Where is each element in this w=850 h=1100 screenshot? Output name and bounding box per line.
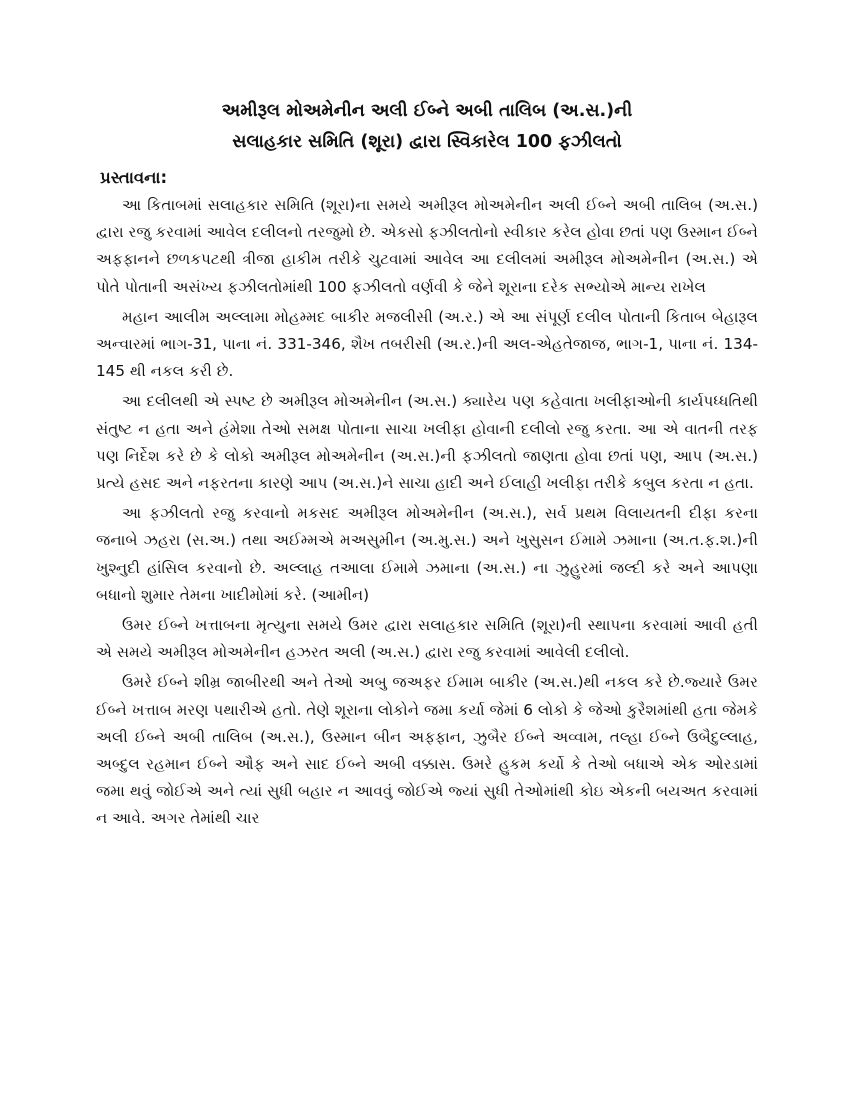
- paragraph-2: મહાન આલીમ અલ્લામા મોહમ્મદ બાકીર મજલીસી (અ.ર.) એ આ સંપૂર્ણ દલીલ પોતાની કિતાબ બેહારૂલ અન્વારમાં ભાગ-31, પાના નં. 331-346, શૈખ તબરીસી (અ.ર.)ની અલ-એહતેજાજ, ભાગ-1, પાના નં. 134-145 થી નકલ કરી છે.: [96, 307, 758, 381]
- title-line-1: અમીરૂલ મોઅમેનીન અલી ઈબ્ને અબી તાલિબ (અ.સ.)ની: [221, 101, 633, 121]
- paragraph-6: ઉમરે ઈબ્ને શીમ્ર જાબીરથી અને તેઓ અબુ જઅફર ઈમામ બાકીર (અ.સ.)થી નકલ કરે છે.જ્યારે ઉમર ઈબ્ને ખત્તાબ મરણ પથારીએ હતો. તેણે શૂરાના લોકોને જમા કર્યા જેમાં 6 લોકો કે જેઓ કુરૈશમાંથી હતા જેમકે અલી ઈબ્ને અબી તાલિબ (અ.સ.), ઉસ્માન બીન અફફાન, ઝુબૈર ઈબ્ને અવ્વામ, તલ્હા ઈબ્ને ઉબૈદુલ્લાહ, અબ્દુલ રહમાન ઈબ્ને ઔફ અને સાદ ઈબ્ને અબી વક્કાસ. ઉમરે હુકમ કર્યો કે તેઓ બધાએ એક ઓરડામાં જમા થવું જોઈએ અને ત્યાં સુધી બહાર ન આવવું જોઈએ જ્યાં સુધી તેઓમાંથી કોઇ એકની બયઅત કરવામાં ન આવે. અગર તેમાંથી ચાર: [96, 673, 758, 828]
- title-line-2: સલાહકાર સમિતિ (શૂરા) દ્વારા સ્વિકારેલ 100 ફઝીલતો: [232, 132, 622, 152]
- paragraph-1: આ કિતાબમાં સલાહકાર સમિતિ (શૂરા)ના સમયે અમીરૂલ મોઅમેનીન અલી ઈબ્ને અબી તાલિબ (અ.સ.) દ્વારા રજુ કરવામાં આવેલ દલીલનો તરજુમો છે. એકસો ફઝીલતોનો સ્વીકાર કરેલ હોવા છતાં પણ ઉસ્માન ઈબ્ને અફફાનને છળકપટથી ત્રીજા હાકીમ તરીકે ચુટવામાં આવેલ આ દલીલમાં અમીરૂલ મોઅમેનીન (અ.સ.) એ પોતે પોતાની અસંખ્ય ફઝીલતોમાંથી 100 ફઝીલતો વર્ણવી કે જેને શૂરાના દરેક સભ્યોએ માન્ય રાખેલ: [96, 196, 758, 296]
- section-heading: પ્રસ્તાવના:: [100, 168, 168, 187]
- paragraph-5: ઉમર ઈબ્ને ખત્તાબના મૃત્યુના સમયે ઉમર દ્વારા સલાહકાર સમિતિ (શૂરા)ની સ્થાપના કરવામાં આવી હતી એ સમયે અમીરૂલ મોઅમેનીન હઝરત અલી (અ.સ.) દ્વારા રજુ કરવામાં આવેલી દલીલો.: [96, 616, 758, 662]
- paragraph-3: આ દલીલથી એ સ્પષ્ટ છે અમીરૂલ મોઅમેનીન (અ.સ.) ક્યારેય પણ કહેવાતા ખલીફાઓની કાર્યપધ્ધતિથી સંતુષ્ટ ન હતા અને હંમેશા તેઓ સમક્ષ પોતાના સાચા ખલીફા હોવાની દલીલો રજુ કરતા. આ એ વાતની તરફ પણ નિર્દેશ કરે છે કે લોકો અમીરૂલ મોઅમેનીન (અ.સ.)ની ફઝીલતો જાણતા હોવા છતાં પણ, આપ (અ.સ.) પ્રત્યે હસદ અને નફરતના કારણે આપ (અ.સ.)ને સાચા હાદી અને ઈલાહી ખલીફા તરીકે કબુલ કરતા ન હતા.: [96, 392, 758, 493]
- paragraph-4: આ ફઝીલતો રજુ કરવાનો મકસદ અમીરૂલ મોઅમેનીન (અ.સ.), સર્વ પ્રથમ વિલાયતની દીફા કરના જનાબે ઝહરા (સ.અ.) તથા અઈમ્મએ મઅસુમીન (અ.મુ.સ.) અને ખુસુસન ઈમામે ઝમાના (અ.ત.ફ.શ.)ની ખુશ્નુદી હાંસિલ કરવાનો છે. અલ્લાહ તઆલા ઈમામે ઝમાના (અ.સ.) ના ઝુહુરમાં જલ્દી કરે અને આપણા બધાનો શુમાર તેમના ખાદીમોમાં કરે. (આમીન): [96, 504, 758, 604]
- document-title: [96, 96, 758, 158]
